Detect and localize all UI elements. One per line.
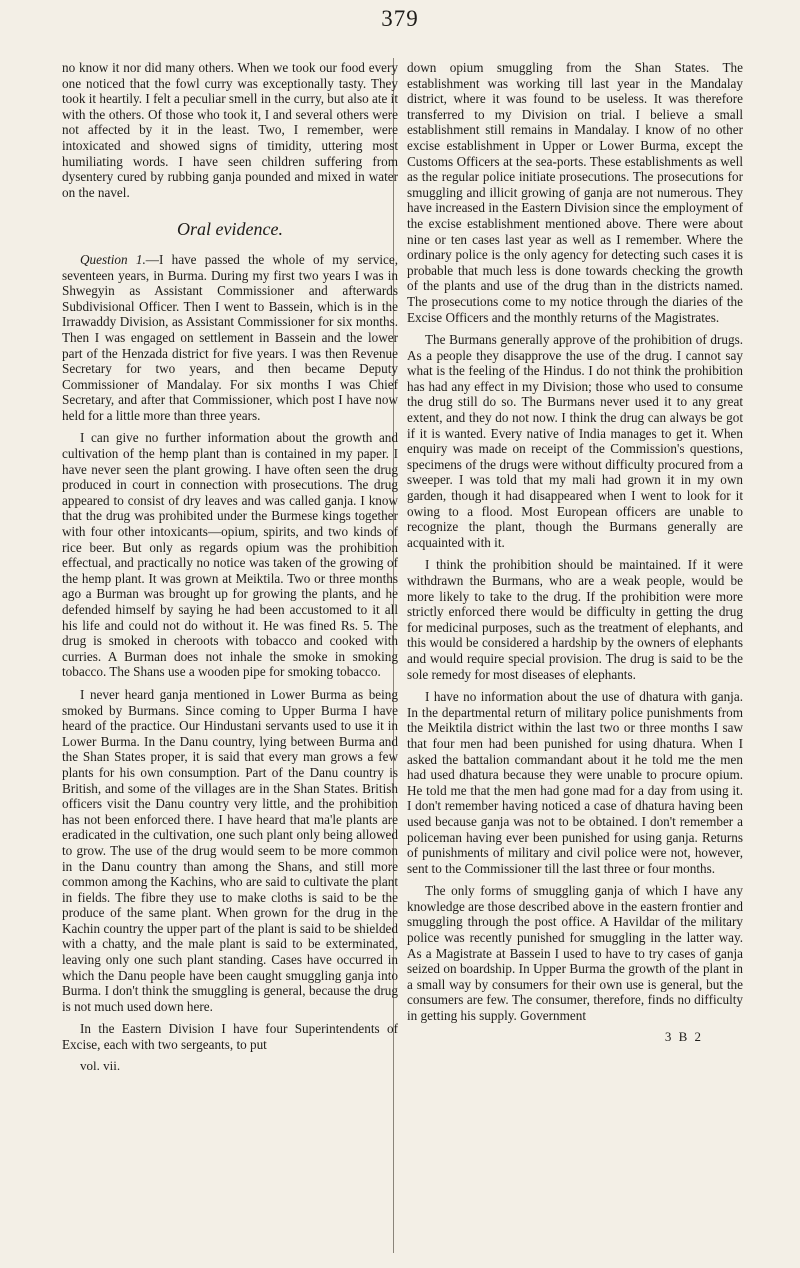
page-number: 379	[381, 6, 419, 31]
paragraph: I have no information about the use of dhatura with ganja. In the departmental return of military police punishments from the Meiktila district within the last two or three months I saw that four men had been punished for using dhatura. When I asked the battalion commandant about it he told me the men had used dhatura because they were unable to procure opium. He told me that the men had gone mad for a day from using it. I don't remember having noticed a case of dhatura having been used because ganja was not to be obtained. I don't remember a policeman having ever been punished for using ganja. Returns of punishments of military and civil police were not, however, sent to the Commissioner till the last three or four months.	[407, 689, 743, 876]
paragraph: The only forms of smuggling ganja of which I have any knowledge are those described above in the eastern frontier and smuggling through the post office. A Havildar of the military police was recently punished for smuggling in the latter way. As a Magistrate at Bassein I used to have to try cases of ganja seized on boardship. In Upper Burma the growth of the plant in a small way by consumers for their own use is general, but the consumers are few. The consumer, therefore, finds no difficulty in getting his supply. Government	[407, 883, 743, 1024]
paragraph: In the Eastern Division I have four Superintendents of Excise, each with two sergeants, to put	[62, 1021, 398, 1053]
paragraph: The Burmans generally approve of the prohibition of drugs. As a people they disapprove the use of the drug. I cannot say what is the feeling of the Hindus. I do not think the prohibition has had any effect in my Division; those who used to consume the drug still do so. The Burmans never used it to any great extent, and they do not now. I think the drug can always be got if it is wanted. Every native of India manages to get it. When enquiry was made on receipt of the Commission's questions, specimens of the drugs were without difficulty procured from a sweeper. I was told that my mali had grown it in my own garden, though it had disappeared when I went to look for it owing to a flood. Most European officers are unable to recognize the plant, though the Burmans generally are acquainted with it.	[407, 332, 743, 550]
left-column	[62, 60, 398, 1073]
paragraph-text: —I have passed the whole of my service, seventeen years, in Burma. During my first two years I was in Shwegyin as Assistant Commissioner and afterwards Subdivisional Officer. Then I went to Bassein, which is in the Irrawaddy Division, as Assistant Commissioner for six months. Then I was engaged on settlement in Bassein and the lower part of the Henzada district for five years. I was then Revenue Secretary for two years, and then became Deputy Commissioner of Mandalay. For six months I was Chief Secretary, and after that Commissioner, which post I have now held for a little more than three years.	[62, 251, 398, 423]
question-label: Question 1.	[80, 251, 146, 267]
paragraph: I can give no further information about the growth and cultivation of the hemp plant than is contained in my paper. I have never seen the plant growing. I have often seen the drug produced in court in connection with prosecutions. The drug appeared to consist of dry leaves and was called ganja. I know that the drug was prohibited under the Burmese kings together with four other intoxicants—opium, spirits, and two kinds of rice beer. But only as regards opium was the prohibition effectual, and practically no notice was taken of the growing of the hemp plant. It was grown at Meiktila. Two or three months ago a Burman was brought up for growing the plants, and he defended himself by saying he had been accustomed to it all his life and could not do without it. He was fined Rs. 5. The drug is smoked in cheroots with tobacco and cooked with curries. A Burman does not inhale the smoke in smoking tobacco. The Shans use a wooden pipe for smoking tobacco.	[62, 430, 398, 680]
paragraph: I think the prohibition should be maintained. If it were withdrawn the Burmans, who are a weak people, would be more likely to take to the drug. If the prohibition were more strictly enforced there would be difficulty in getting the drug for medicinal purposes, such as the treatment of elephants, and this would be considered a hardship by the owners of elephants and would require special provision. The drug is said to be the sole remedy for most diseases of elephants.	[407, 557, 743, 682]
footer-left	[62, 1058, 398, 1074]
paragraph: no know it nor did many others. When we took our food every one noticed that the fowl curry was exceptionally tasty. They took it heartily. I felt a peculiar smell in the curry, but also ate it with the others. Of those who took it, I and several others were not affected by it in the least. Two, I remember, were intoxicated and showed signs of timidity, uttering most humiliating words. I have seen children suffering from dysentery cured by rubbing ganja pounded and mixed in water on the navel.	[62, 60, 398, 200]
paragraph: I never heard ganja mentioned in Lower Burma as being smoked by Burmans. Since coming to Upper Burma I have heard of the practice. Our Hindustani servants used to use it in Lower Burma. In the Danu country, lying between Burma and the Shan States proper, it is said that every man grows a few plants for his own consumption. Part of the Danu country is British, and some of the villages are in the Shan States. British officers visit the Danu country very little, and the prohibition has not been enforced there. I have heard that ma'le plants are eradicated in the cultivation, one such plant only being allowed to grow. The use of the drug would seem to be more common in the Danu country than among the Shans, and still more common among the Kachins, who are said to cultivate the plant in fields. The fibre they use to make cloths is said to be the produce of the same plant. When grown for the drug in the Kachin country the upper part of the plant is said to be shielded with a chatty, and the male plant is said to be exterminated, leaving only one such plant standing. Cases have occurred in which the Danu people have been caught smuggling ganja into Burma. I don't think the smuggling is general, because the drug is not much used down here.	[62, 686, 398, 1014]
footer-right	[407, 1029, 743, 1045]
paragraph	[62, 252, 398, 424]
signature-mark: 3 B 2	[664, 1028, 703, 1044]
right-column	[407, 60, 743, 1044]
paragraph: down opium smuggling from the Shan States. The establishment was working till last year in the Mandalay district, where it was found to be useless. It was therefore transferred to my Division on trial. I believe a small establishment still remains in Mandalay. I know of no other excise establishment in Upper or Lower Burma, except the Customs Officers at the sea-ports. These establishments as well as the regular police initiate prosecutions. The prosecutions for smuggling and illicit growing of ganja are not numerous. They have increased in the Eastern Division since the employment of the excise establishment mentioned above. There were about nine or ten cases last year as well as I remember. Where the ordinary police is the only agency for detecting such cases it is probable that much less is done towards checking the growth of the plants and use of the drug than in the districts named. The prosecutions come to my notice through the diaries of the Excise Officers and the monthly returns of the Magistrates.	[407, 60, 743, 325]
volume-label: vol. vii.	[80, 1057, 121, 1073]
section-heading: Oral evidence.	[177, 219, 283, 240]
